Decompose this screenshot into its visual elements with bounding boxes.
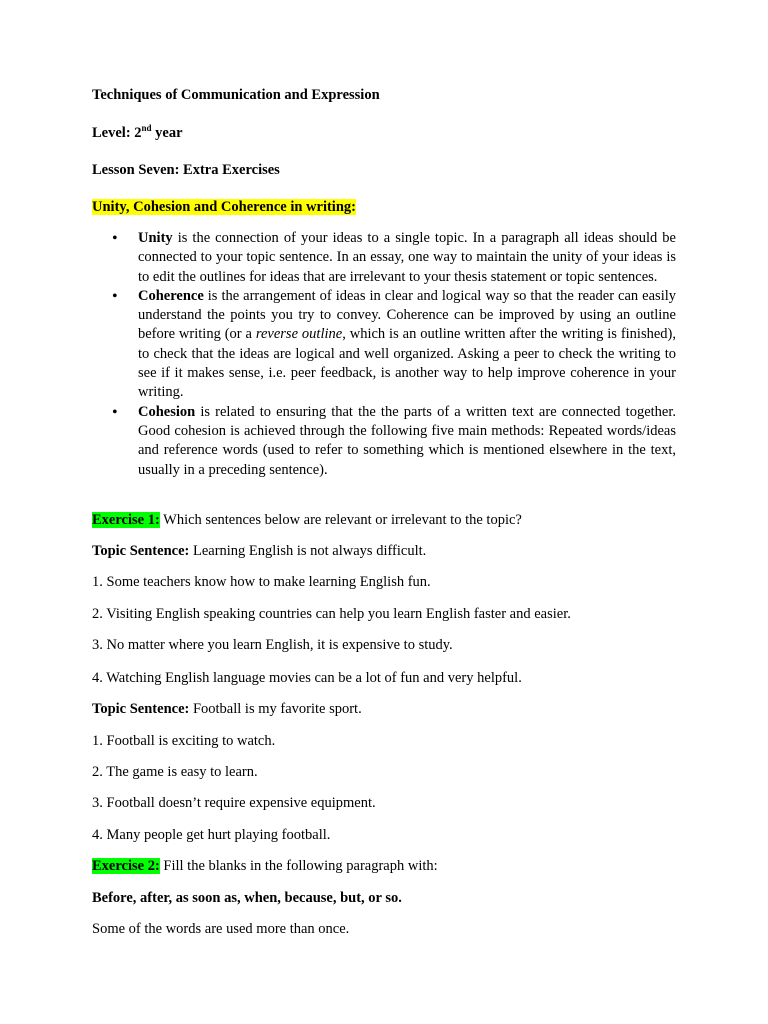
bullet-icon: • [112, 230, 118, 247]
exercise1-prompt: Exercise 1: Which sentences below are relevant or irrelevant to the topic? [92, 512, 522, 528]
list-item: 4. Watching English language movies can be a lot of fun and very helpful. [92, 670, 522, 686]
section-heading: Unity, Cohesion and Coherence in writing: [92, 199, 356, 215]
list-item: 4. Many people get hurt playing football. [92, 827, 331, 843]
course-title: Techniques of Communication and Expression [92, 87, 380, 103]
topic-sentence-1: Topic Sentence: Learning English is not always difficult. [92, 543, 427, 559]
bullet-unity: • Unity is the connection of your ideas to a single topic. In a paragraph all ideas should be connected to your topic sentence. In an essay, one way to maintain the unity of your ideas is to edit the outlines for ideas that are irrelevant to your thesis statement or topic sentences. [112, 230, 676, 285]
bullet-icon: • [112, 403, 118, 421]
exercise2-prompt: Exercise 2: Fill the blanks in the following paragraph with: [92, 858, 438, 874]
list-item: 2. The game is easy to learn. [92, 764, 258, 780]
list-item: 1. Football is exciting to watch. [92, 733, 276, 749]
definitions-list [92, 229, 676, 480]
bullet-coherence: • Coherence is the arrangement of ideas in clear and logical way so that the reader can easily understand the points you try to convey. Coherence can be improved by using an outline before writing (or a reverse outline, which is an outline written after the writing is finished), to check that the ideas are logical and well organized. Asking a peer to check the writing to see if it makes sense, i.e. peer feedback, is another way to help improve coherence in your writing. [112, 287, 676, 401]
level-line: Level: 2nd year [92, 123, 183, 141]
bullet-icon: • [112, 287, 118, 305]
list-item: 1. Some teachers know how to make learning English fun. [92, 574, 431, 590]
exercise2-note: Some of the words are used more than once. [92, 921, 350, 937]
bullet-cohesion: • Cohesion is related to ensuring that the the parts of a written text are connected together. Good cohesion is achieved through the following five main methods: Repeated words/ideas and reference words (used to refer to something which is mentioned elsewhere in the text, usually in a preceding sentence). [112, 403, 676, 478]
word-bank: Before, after, as soon as, when, because, but, or so. [92, 890, 402, 906]
list-item: 3. No matter where you learn English, it is expensive to study. [92, 637, 453, 653]
list-item: 3. Football doesn’t require expensive equipment. [92, 795, 376, 811]
lesson-title: Lesson Seven: Extra Exercises [92, 162, 280, 178]
list-item: 2. Visiting English speaking countries can help you learn English faster and easier. [92, 606, 571, 622]
topic-sentence-2: Topic Sentence: Football is my favorite sport. [92, 701, 362, 717]
